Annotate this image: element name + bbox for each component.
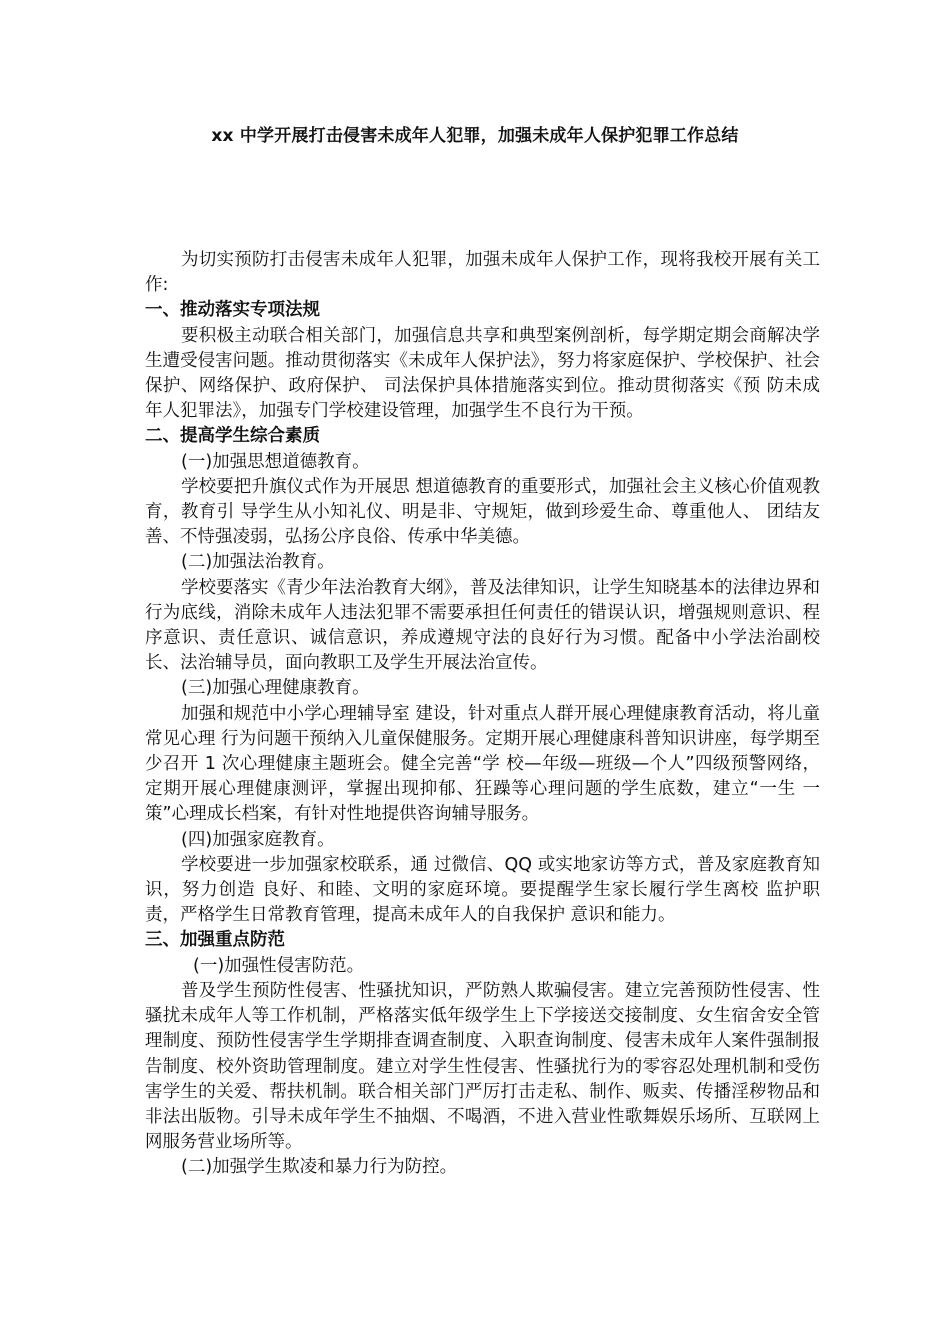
section-heading: 二、提高学生综合素质	[145, 426, 320, 447]
body-paragraph: 普及学生预防性侵害、性骚扰知识，严防熟人欺骗侵害。建立完善预防性侵害、性骚扰未成年人等工作机制，严格落实低年级学生上下学接送交接制度、女生宿舍安全管理制度、预防性侵害学生学期排查调查制度、入职查询制度、侵害未成年人案件强制报告制度、校外资助管理制度。建立对学生性侵害、性骚扰行为的零容忍处理机制和受伤害学生的关爱、帮扶机制。联合相关部门严厉打击走私、制作、贩卖、传播淫秽物品和非法出版物。引导未成年学生不抽烟、不喝酒，不进入营业性歌舞娱乐场所、互联网上网服务营业场所等。	[145, 980, 820, 1153]
subsection-heading: (一)加强性侵害防范。	[193, 955, 365, 976]
document-body	[145, 248, 820, 1181]
document-title: xx 中学开展打击侵害未成年人犯罪，加强未成年人保护犯罪工作总结	[211, 126, 739, 146]
subsection-heading: (二)加强学生欺凌和暴力行为防控。	[181, 1157, 458, 1178]
subsection-heading: (三)加强心理健康教育。	[181, 678, 370, 699]
body-paragraph: 学校要落实《青少年法治教育大纲》，普及法律知识，让学生知晓基本的法律边界和行为底线，消除未成年人违法犯罪不需要承担任何责任的错误认识，增强规则意识、程序意识、责任意识、诚信意识，养成遵规守法的良好行为习惯。配备中小学法治副校长、法治辅导员，面向教职工及学生开展法治宣传。	[145, 577, 820, 674]
intro-paragraph: 为切实预防打击侵害未成年人犯罪，加强未成年人保护工作，现将我校开展有关工作:	[145, 250, 820, 296]
body-paragraph: 学校要把升旗仪式作为开展思 想道德教育的重要形式，加强社会主义核心价值观教育，教育引 导学生从小知礼仪、明是非、守规矩，做到珍爱生命、尊重他人、 团结友善、不恃强凌弱，弘扬公序良俗、传承中华美德。	[145, 476, 820, 548]
subsection-heading: (四)加强家庭教育。	[181, 829, 335, 850]
body-paragraph: 加强和规范中小学心理辅导室 建设，针对重点人群开展心理健康教育活动，将儿童常见心理 行为问题干预纳入儿童保健服务。定期开展心理健康科普知识讲座，每学期至少召开 1 次心理健康主题班会。健全完善“学 校—年级—班级—个人”四级预警网络，定期开展心理健康测评，掌握出现抑郁、狂躁等心理问题的学生底数，建立“一生 一策”心理成长档案，有针对性地提供咨询辅导服务。	[145, 703, 820, 825]
section-heading: 一、推动落实专项法规	[145, 300, 320, 321]
body-paragraph: 要积极主动联合相关部门，加强信息共享和典型案例剖析，每学期定期会商解决学生遭受侵害问题。推动贯彻落实《未成年人保护法》，努力将家庭保护、学校保护、社会保护、网络保护、政府保护、 司法保护具体措施落实到位。推动贯彻落实《预 防未成年人犯罪法》，加强专门学校建设管理，加强学生不良行为干预。	[145, 325, 820, 422]
section-heading: 三、加强重点防范	[145, 930, 285, 951]
subsection-heading: (一)加强思想道德教育。	[181, 451, 370, 472]
subsection-heading: (二)加强法治教育。	[181, 552, 335, 573]
body-paragraph: 学校要进一步加强家校联系，通 过微信、QQ 或实地家访等方式，普及家庭教育知识，努力创造 良好、和睦、文明的家庭环境。要提醒学生家长履行学生离校 监护职责，严格学生日常教育管理，提高未成年人的自我保护 意识和能力。	[145, 854, 820, 926]
